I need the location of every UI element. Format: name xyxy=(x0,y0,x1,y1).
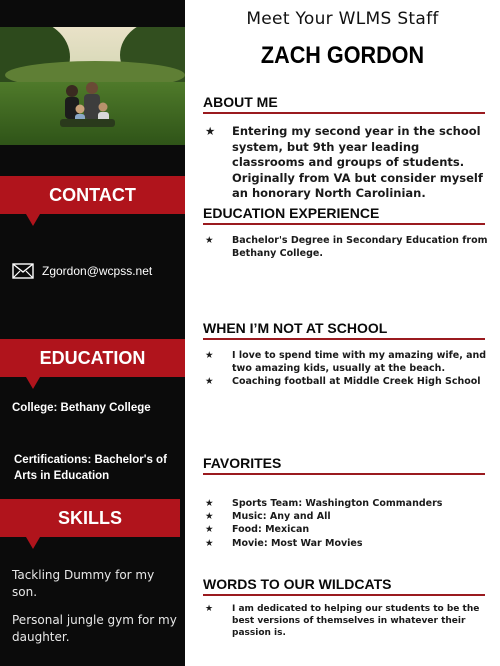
favorites-list xyxy=(205,497,490,550)
star-bullet-icon: ★ xyxy=(205,498,214,509)
skills-banner xyxy=(0,499,180,537)
list-item-text: Bachelor's Degree in Secondary Education from Bethany College. xyxy=(232,235,488,259)
list-item-text: Sports Team: Washington Commanders xyxy=(232,498,443,509)
education-experience-title: EDUCATION EXPERIENCE xyxy=(203,205,485,225)
favorites-title: FAVORITES xyxy=(203,455,485,475)
words-list xyxy=(205,603,490,639)
list-item-text: Entering my second year in the school system, but 9th year leading classrooms and groups of students. Originally from VA but consider myself an honorary North Carolinian. xyxy=(232,124,483,200)
contact-title: CONTACT xyxy=(49,184,136,205)
sidebar xyxy=(0,0,185,666)
list-item xyxy=(205,375,490,388)
list-item xyxy=(205,603,490,639)
words-to-wildcats-title: WORDS TO OUR WILDCATS xyxy=(203,576,485,596)
education-banner xyxy=(0,339,185,377)
education-list xyxy=(205,234,490,260)
list-item-text: I love to spend time with my amazing wife, and two amazing kids, usually at the beach. xyxy=(232,350,487,374)
main-content xyxy=(185,0,500,666)
star-bullet-icon: ★ xyxy=(205,235,214,246)
not-at-school-title: WHEN I’M NOT AT SCHOOL xyxy=(203,320,485,340)
list-item-text: Music: Any and All xyxy=(232,511,331,523)
family-photo-image xyxy=(0,27,185,145)
list-item xyxy=(205,537,490,550)
skill-item: Tackling Dummy for my son. xyxy=(12,568,155,599)
star-bullet-icon: ★ xyxy=(205,511,214,523)
list-item xyxy=(205,510,490,523)
staff-name: ZACH GORDON xyxy=(260,42,425,69)
mail-icon xyxy=(12,263,34,279)
list-item xyxy=(205,234,490,260)
certifications-text: Certifications: Bachelor's of Arts in Education xyxy=(14,454,167,482)
list-item-text: Movie: Most War Movies xyxy=(232,537,363,549)
star-bullet-icon: ★ xyxy=(205,376,214,387)
star-bullet-icon: ★ xyxy=(205,524,214,536)
list-item xyxy=(205,523,490,536)
star-bullet-icon: ★ xyxy=(205,537,214,549)
email-address[interactable]: Zgordon@wcpss.net xyxy=(42,264,153,278)
email-contact[interactable] xyxy=(12,263,152,279)
list-item-text: Food: Mexican xyxy=(232,524,310,536)
about-title: ABOUT ME xyxy=(203,94,485,114)
list-item xyxy=(205,497,490,510)
staff-eyebrow: Meet Your WLMS Staff xyxy=(246,9,439,29)
not-at-school-list xyxy=(205,349,490,388)
skill-item: Personal jungle gym for my daughter. xyxy=(12,613,177,644)
star-bullet-icon: ★ xyxy=(205,124,216,138)
college-text: College: Bethany College xyxy=(12,402,151,414)
contact-banner xyxy=(0,176,185,214)
list-item xyxy=(205,349,490,375)
education-title: EDUCATION xyxy=(39,347,146,368)
list-item xyxy=(205,124,490,202)
star-bullet-icon: ★ xyxy=(205,350,214,361)
list-item-text: I am dedicated to helping our students to be the best versions of themselves in whatever their passion is. xyxy=(232,604,480,638)
family-photo xyxy=(0,27,185,145)
about-list xyxy=(205,124,490,202)
list-item-text: Coaching football at Middle Creek High School xyxy=(232,376,481,387)
skills-title: SKILLS xyxy=(57,507,122,528)
star-bullet-icon: ★ xyxy=(205,604,214,614)
